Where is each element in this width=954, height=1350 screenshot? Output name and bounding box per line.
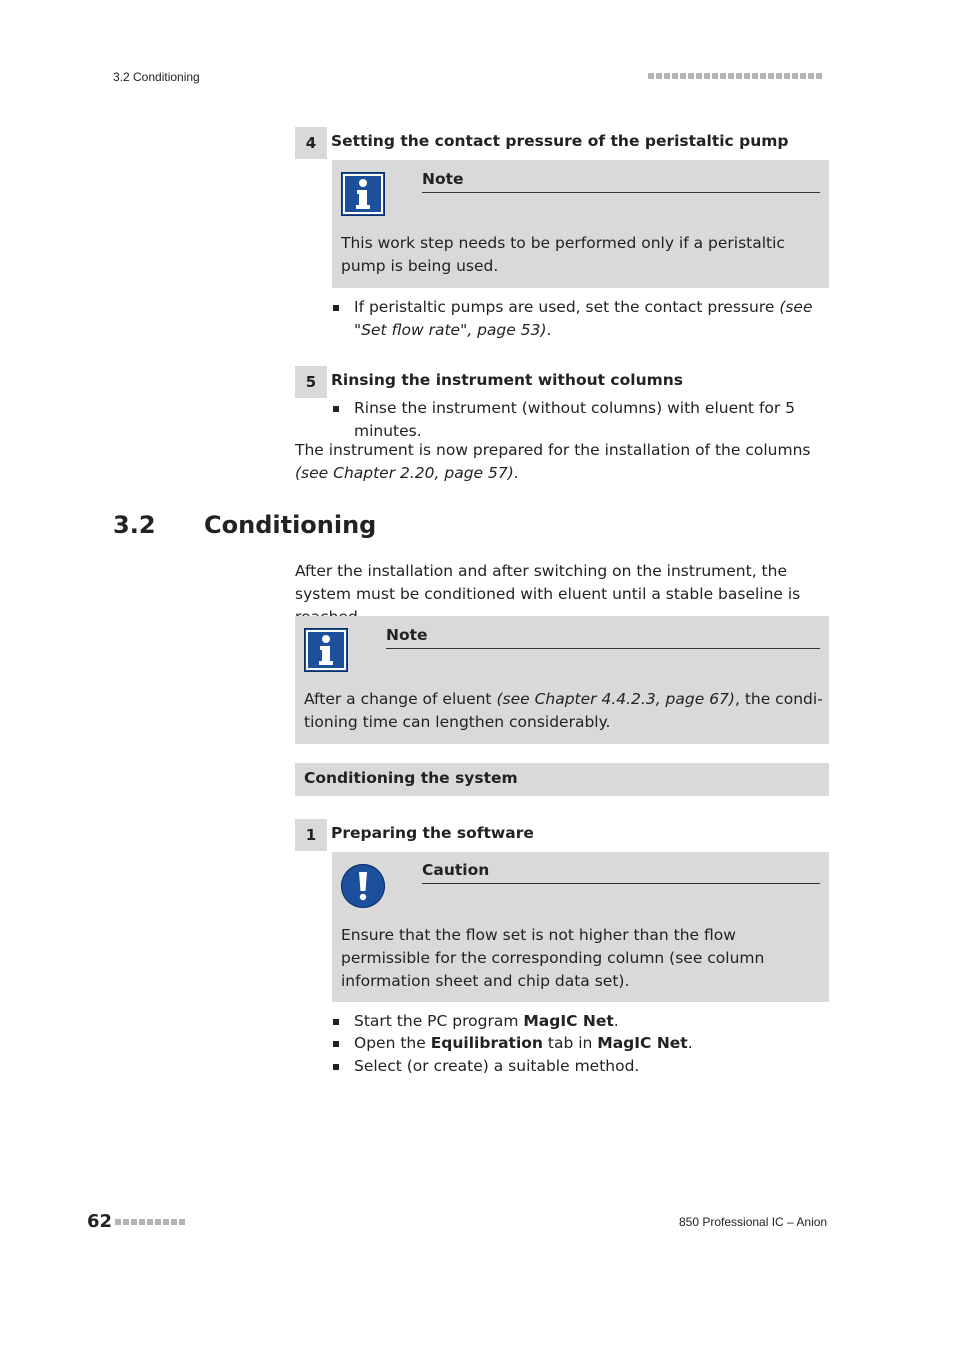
list-item: If peristaltic pumps are used, set the contact pressure (see "Set flow rate", page 53).: [354, 298, 813, 339]
list-item: Start the PC program MagIC Net.: [354, 1012, 619, 1030]
info-icon: [304, 628, 348, 672]
procedure-title: Conditioning the system: [304, 769, 518, 787]
caution-text: Ensure that the flow set is not higher than the flow permissible for the corresponding column (see column information sheet and chip data set).: [341, 926, 765, 990]
info-icon: [341, 172, 385, 216]
footer-decoration: [115, 1219, 185, 1225]
note-text: This work step needs to be performed only if a peristaltic pump is being used.: [341, 234, 785, 275]
note-heading: Note: [422, 170, 464, 188]
intro-paragraph: After the installation and after switching on the instrument, the system must be conditioned with eluent until a stable baseline is: [295, 562, 801, 603]
cross-reference[interactable]: (see Chapter 4.4.2.3, page 67): [496, 690, 735, 708]
cross-reference[interactable]: (see "Set flow rate", page 53): [354, 298, 813, 339]
cross-reference[interactable]: (see Chapter 2.20, page 57): [295, 464, 514, 482]
divider: [422, 883, 820, 884]
bullet-marker: [333, 1064, 339, 1070]
note-heading: Note: [386, 626, 428, 644]
bullet-marker: [333, 406, 339, 412]
list-item: Open the Equilibration tab in MagIC Net.: [354, 1034, 693, 1052]
caution-box: [332, 852, 829, 1002]
step-title: Rinsing the instrument without columns: [331, 371, 684, 389]
list-item: Select (or create) a suitable method.: [354, 1057, 640, 1075]
step-title: Preparing the software: [331, 824, 534, 842]
page-number: 62: [87, 1211, 113, 1232]
step-number: 4: [295, 127, 327, 159]
list-item: Rinse the instrument (without columns) with eluent for 5 minutes.: [354, 399, 796, 440]
caution-heading: Caution: [422, 861, 490, 879]
paragraph: The instrument is now prepared for the installation of the columns (see Chapter 2.20, page 57).: [295, 441, 811, 482]
caution-icon: [341, 864, 385, 908]
bullet-marker: [333, 1019, 339, 1025]
step-number: 1: [295, 819, 327, 851]
bullet-marker: [333, 1041, 339, 1047]
divider: [386, 648, 820, 649]
note-text: After a change of eluent (see Chapter 4.4.2.3, page 67), the condi- tioning time can lengthen considerably.: [304, 690, 823, 731]
running-header: 3.2 Conditioning: [113, 70, 200, 84]
section-number: 3.2: [113, 511, 156, 539]
note-box: [332, 160, 829, 288]
bullet-marker: [333, 305, 339, 311]
header-decoration: [648, 73, 822, 79]
divider: [422, 192, 820, 193]
procedure-title-bar: [295, 763, 829, 796]
footer-product: 850 Professional IC – Anion: [679, 1215, 828, 1229]
note-box: [295, 616, 829, 744]
step-title: Setting the contact pressure of the peristaltic pump: [331, 132, 789, 150]
step-number: 5: [295, 366, 327, 398]
section-title: Conditioning: [204, 511, 377, 539]
